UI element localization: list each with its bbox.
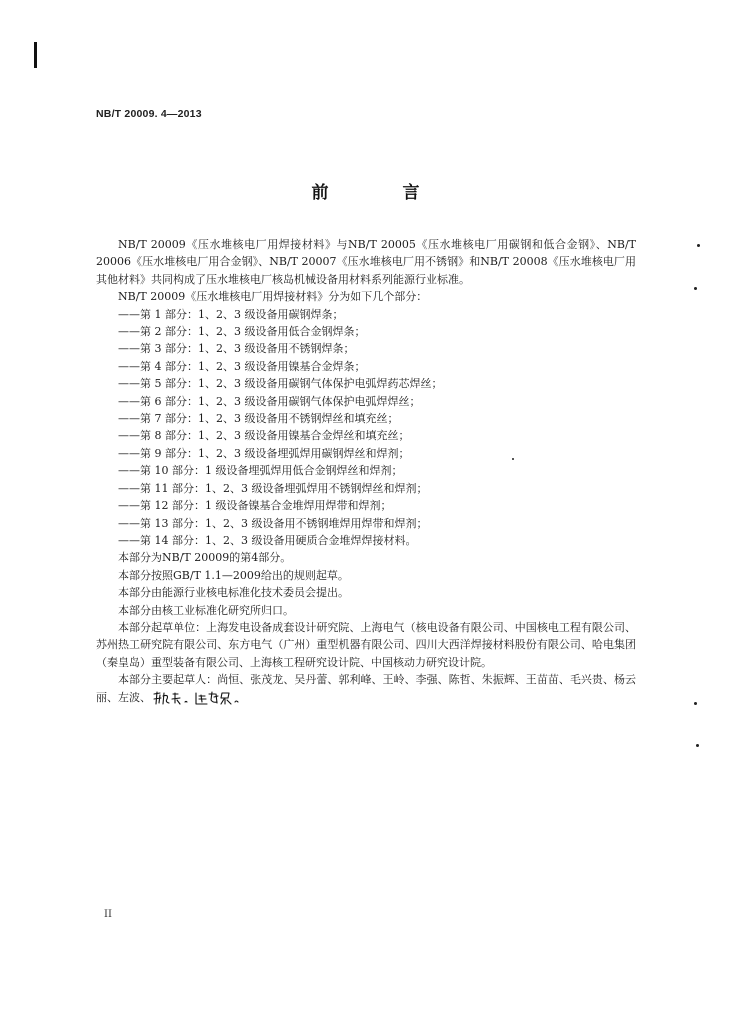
list-item: ——第 12 部分：1 级设备镍基合金堆焊用焊带和焊剂； [118,499,392,513]
drafting-units-paragraph: 本部分起草单位：上海发电设备成套设计研究院、上海电气（核电设备有限公司、中国核电工程有限公司、苏州热工研究院有限公司、东方电气（广州）重型机器有限公司、四川大西洋焊接材料股份有限公司、哈电集团（秦皇岛）重型装备有限公司、上海核工程研究设计院、中国核动力研究设计院。 [96,620,636,669]
proposed-by-statement: 本部分由能源行业核电标准化技术委员会提出。 [118,586,349,600]
list-item: ——第 11 部分：1、2、3 级设备埋弧焊用不锈钢焊丝和焊剂； [118,481,428,495]
list-item: ——第 6 部分：1、2、3 级设备用碳钢气体保护电弧焊焊丝； [118,394,421,408]
list-item: ——第 8 部分：1、2、3 级设备用镍基合金焊丝和填充丝； [118,429,410,443]
scan-speck [697,244,700,247]
list-item: ——第 7 部分：1、2、3 级设备用不锈钢焊丝和填充丝； [118,412,399,426]
foreword-body [96,236,636,706]
page-title: 前 言 [311,183,454,203]
scan-edge-mark [34,42,37,68]
list-item: ——第 14 部分：1、2、3 级设备用硬质合金堆焊焊接材料。 [118,533,417,547]
list-item: ——第 1 部分：1、2、3 级设备用碳钢焊条； [118,307,344,321]
list-item: ——第 10 部分：1 级设备埋弧焊用低合金钢焊丝和焊剂； [118,464,403,478]
list-item: ——第 2 部分：1、2、3 级设备用低合金钢焊条； [118,325,366,339]
parts-intro-paragraph: NB/T 20009《压水堆核电厂用焊接材料》分为如下几个部分： [118,290,428,304]
list-item: ——第 13 部分：1、2、3 级设备用不锈钢堆焊用焊带和焊剂； [118,516,428,530]
standard-code: NB/T 20009. 4—2013 [96,108,202,120]
list-item: ——第 5 部分：1、2、3 级设备用碳钢气体保护电弧焊药芯焊丝； [118,377,443,391]
drafting-rule-statement: 本部分按照GB/T 1.1—2009给出的规则起草。 [118,568,349,582]
drafters-text: 本部分主要起草人：尚恒、张茂龙、吴丹蕾、郭利峰、王岭、李强、陈哲、朱振辉、王苗苗、毛兴贵、杨云丽、左波、 [96,673,636,704]
list-item: ——第 3 部分：1、2、3 级设备用不锈钢焊条； [118,342,355,356]
scan-speck [512,458,514,460]
handwritten-signature [151,690,249,706]
scan-speck [694,702,697,705]
intro-paragraph: NB/T 20009《压水堆核电厂用焊接材料》与NB/T 20005《压水堆核电厂用碳钢和低合金钢》、NB/T 20006《压水堆核电厂用合金钢》、NB/T 20007《压水堆核电厂用不锈钢》和NB/T 20008《压水堆核电厂用其他材料》共同构成了压水堆核电厂核岛机械设备用材料系列能源行业标准。 [96,238,636,286]
managed-by-statement: 本部分由核工业标准化研究所归口。 [118,603,294,617]
list-item: ——第 9 部分：1、2、3 级设备埋弧焊用碳钢焊丝和焊剂； [118,446,410,460]
this-part-statement: 本部分为NB/T 20009的第4部分。 [118,551,292,565]
scan-speck [696,744,699,747]
drafters-paragraph [96,671,636,706]
parts-list [96,306,636,550]
page-number: II [104,909,112,920]
scan-speck [694,287,697,290]
list-item: ——第 4 部分：1、2、3 级设备用镍基合金焊条； [118,359,366,373]
